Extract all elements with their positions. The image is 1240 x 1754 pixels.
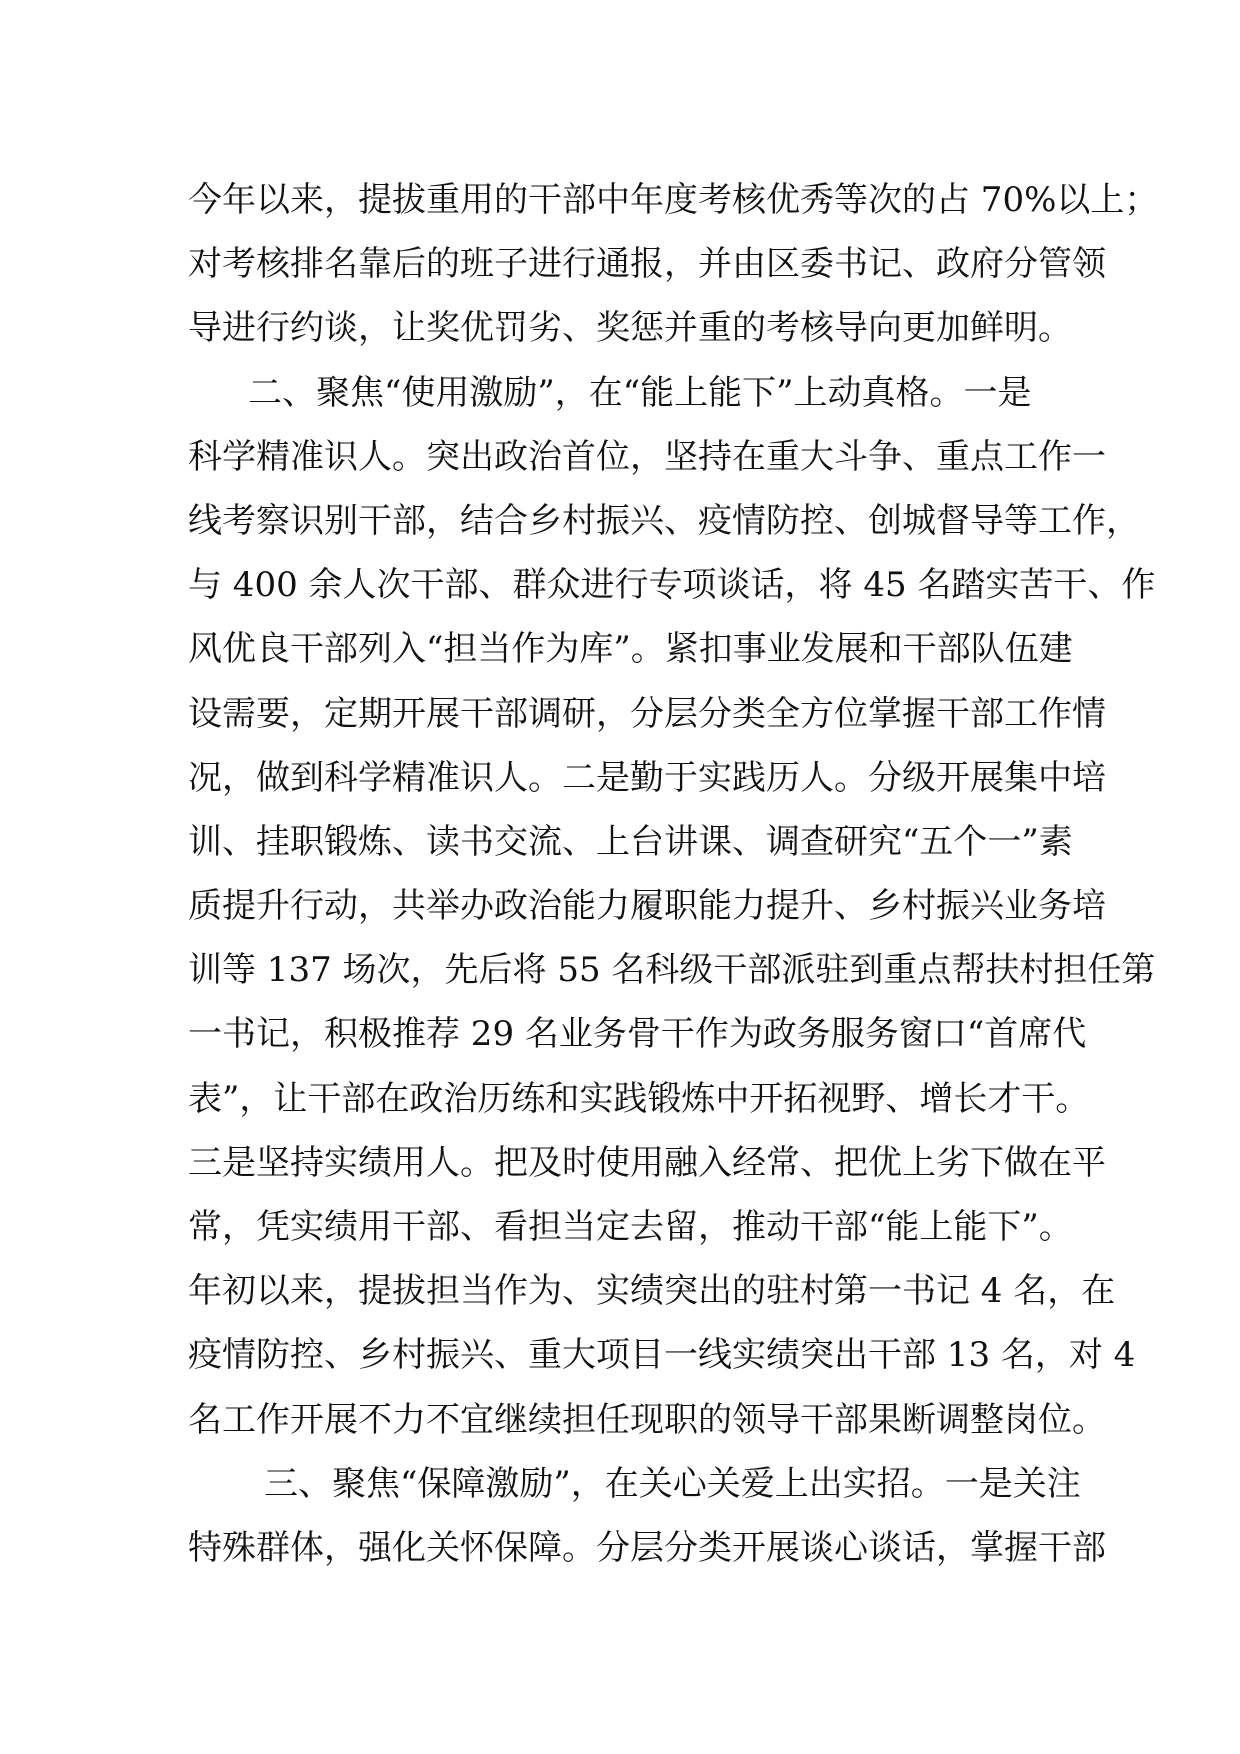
- text-line: 三是坚持实绩用人。把及时使用融入经常、把优上劣下做在平: [188, 1142, 1106, 1183]
- text-line: 一书记，积极推荐 29 名业务骨干作为政务服务窗口“首席代: [188, 1014, 1087, 1055]
- text-line: 对考核排名靠后的班子进行通报，并由区委书记、政府分管领: [188, 244, 1106, 285]
- text-line: 设需要，定期开展干部调研，分层分类全方位掌握干部工作情: [188, 693, 1106, 734]
- text-line: 质提升行动，共举办政治能力履职能力提升、乡村振兴业务培: [188, 886, 1106, 927]
- text-line: 名工作开展不力不宜继续担任现职的领导干部果断调整岗位。: [188, 1399, 1106, 1440]
- text-line: 导进行约谈，让奖优罚劣、奖惩并重的考核导向更加鲜明。: [188, 308, 1072, 349]
- text-line: 训、挂职锻炼、读书交流、上台讲课、调查研究“五个一”素: [188, 821, 1073, 862]
- text-line: 训等 137 场次，先后将 55 名科级干部派驻到重点帮扶村担任第: [188, 950, 1156, 991]
- body-text: [188, 168, 1159, 1580]
- text-line: 疫情防控、乡村振兴、重大项目一线实绩突出干部 13 名，对 4: [188, 1335, 1136, 1376]
- text-line: 年初以来，提拔担当作为、实绩突出的驻村第一书记 4 名，在: [188, 1271, 1116, 1312]
- text-line: 线考察识别干部，结合乡村振兴、疫情防控、创城督导等工作，: [188, 500, 1140, 541]
- text-line: 今年以来，提拔重用的干部中年度考核优秀等次的占 70%以上；: [188, 180, 1159, 220]
- paragraph-start-line: 三、聚焦“保障激励”，在关心关爱上出实招。一是关注: [264, 1463, 1081, 1504]
- text-line: 与 400 余人次干部、群众进行专项谈话，将 45 名踏实苦干、作: [188, 565, 1156, 606]
- text-line: 科学精准识人。突出政治首位，坚持在重大斗争、重点工作一: [188, 436, 1106, 477]
- text-line: 表”，让干部在政治历练和实践锻炼中开拓视野、增长才干。: [188, 1078, 1090, 1119]
- text-line: 常，凭实绩用干部、看担当定去留，推动干部“能上能下”。: [188, 1207, 1073, 1247]
- text-line: 特殊群体，强化关怀保障。分层分类开展谈心谈话，掌握干部: [188, 1527, 1106, 1568]
- text-line: 风优良干部列入“担当作为库”。紧扣事业发展和干部队伍建: [188, 629, 1073, 670]
- text-line: 况，做到科学精准识人。二是勤于实践历人。分级开展集中培: [188, 757, 1106, 798]
- paragraph-start-line: 二、聚焦“使用激励”，在“能上能下”上动真格。一是: [248, 372, 1032, 413]
